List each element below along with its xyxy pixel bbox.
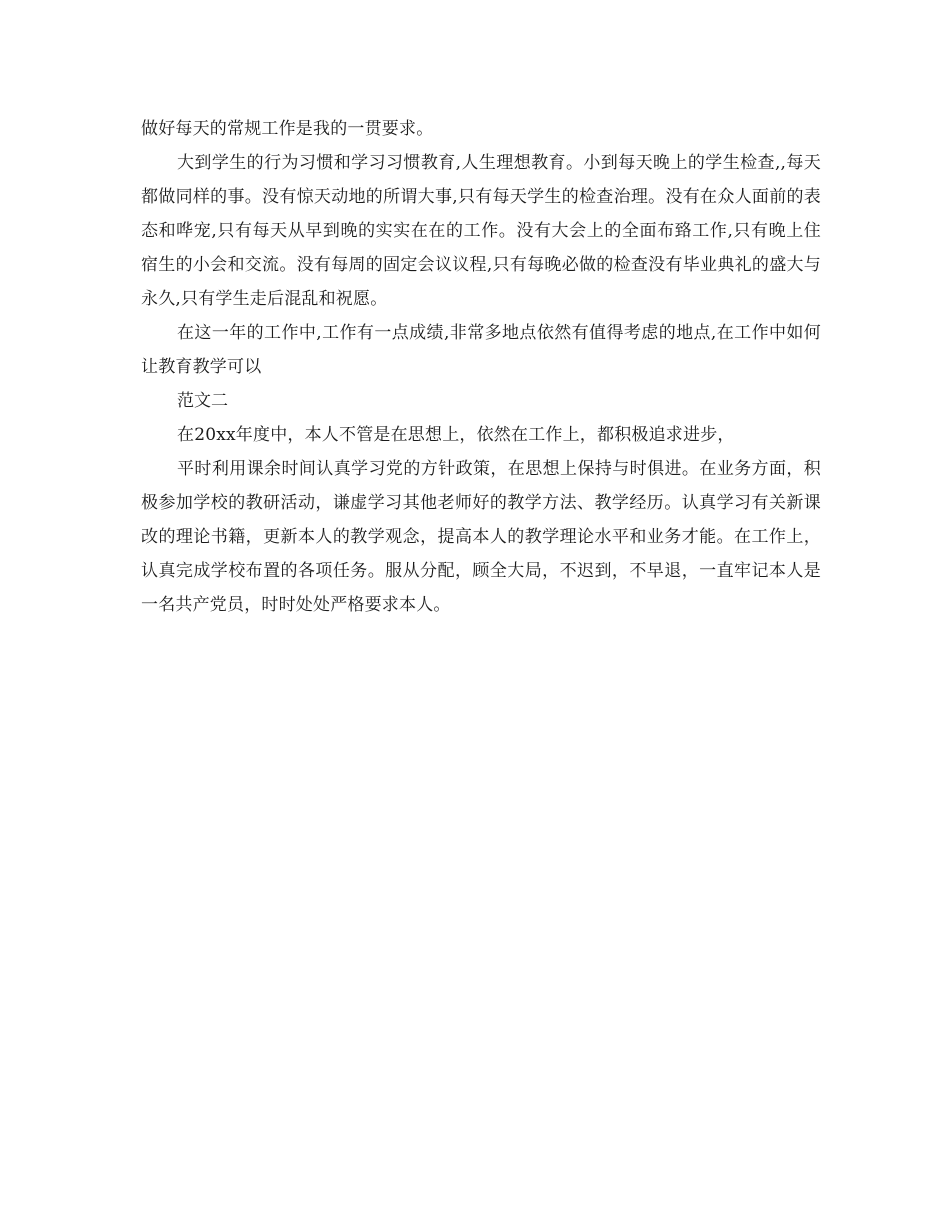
paragraph-3: 在这一年的工作中,工作有一点成绩,非常多地点依然有值得考虑的地点,在工作中如何让教育教学可以 bbox=[141, 323, 821, 377]
paragraph-1: 做好每天的常规工作是我的一贯要求。 bbox=[141, 119, 434, 139]
document-body bbox=[141, 112, 821, 622]
paragraph-2: 大到学生的行为习惯和学习习惯教育,人生理想教育。小到每天晚上的学生检查,,每天都做同样的事。没有惊天动地的所谓大事,只有每天学生的检查治理。没有在众人面前的表态和哗宠,只有每天从早到晚的实实在在的工作。没有大会上的全面布臵工作,只有晚上住宿生的小会和交流。没有每周的固定会议议程,只有每晚必做的检查没有毕业典礼的盛大与永久,只有学生走后混乱和祝愿。 bbox=[141, 153, 821, 309]
paragraph-5: 平时利用课余时间认真学习党的方针政策，在思想上保持与时俱进。在业务方面，积极参加学校的教研活动，谦虚学习其他老师好的教学方法、教学经历。认真学习有关新课改的理论书籍，更新本人的教学观念，提高本人的教学理论水平和业务才能。在工作上，认真完成学校布置的各项任务。服从分配，顾全大局，不迟到，不早退，一直牢记本人是一名共产党员，时时处处严格要求本人。 bbox=[141, 459, 821, 615]
paragraph-4: 在20xx年度中，本人不管是在思想上，依然在工作上，都积极追求进步， bbox=[177, 425, 735, 445]
section-title: 范文二 bbox=[177, 391, 228, 411]
